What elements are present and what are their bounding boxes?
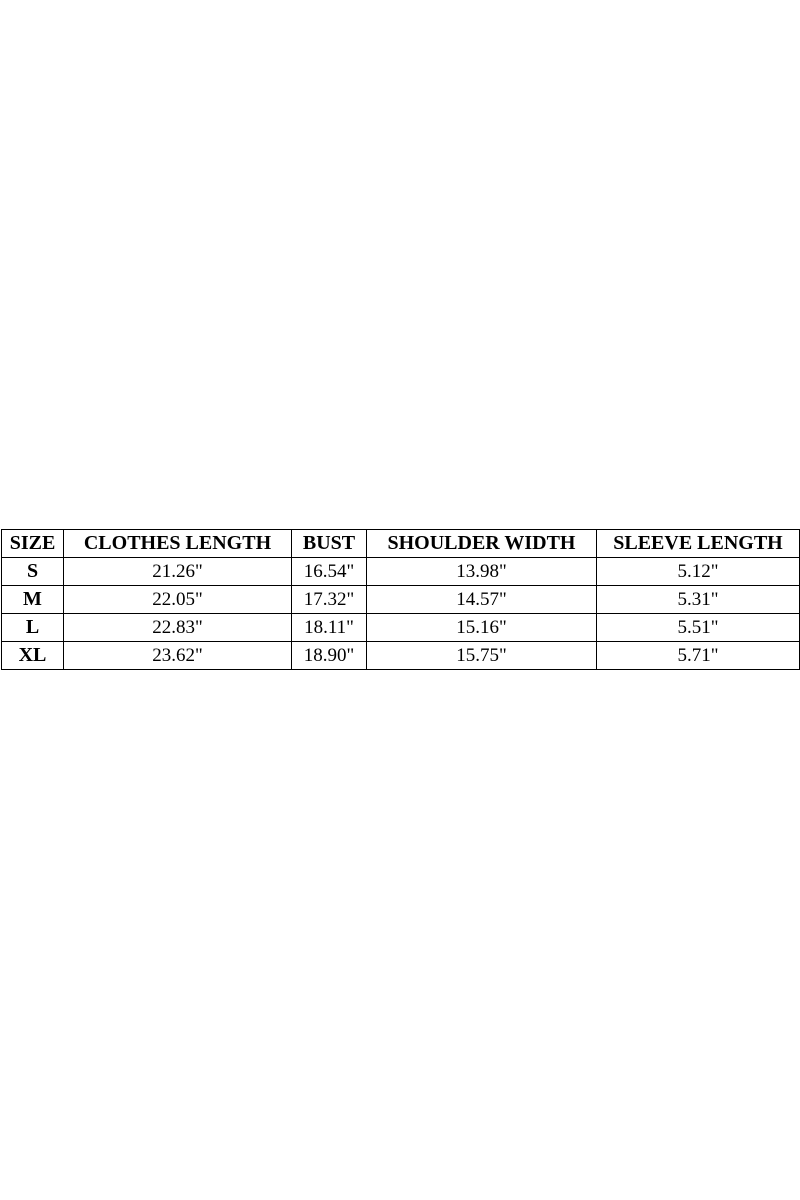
header-sleeve-length: SLEEVE LENGTH [597, 530, 800, 558]
size-cell: M [2, 586, 64, 614]
clothes-length-cell: 21.26" [64, 558, 292, 586]
table-row [2, 558, 800, 586]
header-row [2, 530, 800, 558]
sleeve-length-cell: 5.31" [597, 586, 800, 614]
sleeve-length-cell: 5.71" [597, 642, 800, 670]
sleeve-length-cell: 5.12" [597, 558, 800, 586]
size-chart-table [1, 529, 800, 670]
shoulder-width-cell: 14.57" [367, 586, 597, 614]
bust-cell: 16.54" [292, 558, 367, 586]
clothes-length-cell: 22.05" [64, 586, 292, 614]
header-size: SIZE [2, 530, 64, 558]
size-cell: L [2, 614, 64, 642]
shoulder-width-cell: 13.98" [367, 558, 597, 586]
clothes-length-cell: 23.62" [64, 642, 292, 670]
bust-cell: 18.90" [292, 642, 367, 670]
shoulder-width-cell: 15.75" [367, 642, 597, 670]
header-shoulder-width: SHOULDER WIDTH [367, 530, 597, 558]
size-cell: S [2, 558, 64, 586]
table-row [2, 642, 800, 670]
bust-cell: 18.11" [292, 614, 367, 642]
header-bust: BUST [292, 530, 367, 558]
table-row [2, 614, 800, 642]
table-row [2, 586, 800, 614]
size-cell: XL [2, 642, 64, 670]
bust-cell: 17.32" [292, 586, 367, 614]
shoulder-width-cell: 15.16" [367, 614, 597, 642]
sleeve-length-cell: 5.51" [597, 614, 800, 642]
clothes-length-cell: 22.83" [64, 614, 292, 642]
header-clothes-length: CLOTHES LENGTH [64, 530, 292, 558]
